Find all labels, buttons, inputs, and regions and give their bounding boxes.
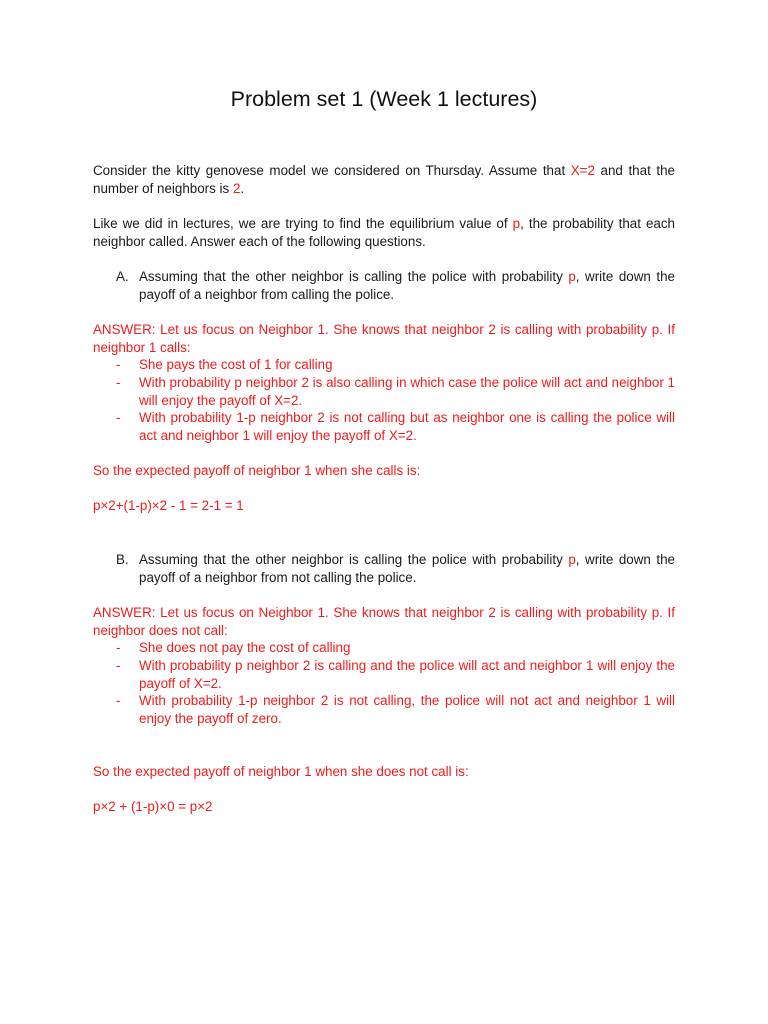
answer-a-summary: So the expected payoff of neighbor 1 when she calls is: <box>93 463 421 478</box>
x-value: X=2 <box>570 163 595 178</box>
p-variable: p <box>568 552 576 567</box>
answer-a-bullet: With probability p neighbor 2 is also calling in which case the police will act and neighbor 1 will enjoy the payoff of X=2. <box>139 375 675 408</box>
intro-text: Consider the kitty genovese model we considered on Thursday. Assume that <box>93 163 571 178</box>
p-variable: p <box>568 269 576 284</box>
bullet-marker: - <box>116 640 121 655</box>
bullet-marker: - <box>116 693 121 708</box>
intro-text: , the probability that each neighbor called. Answer each of the following questions. <box>93 216 676 249</box>
question-a-marker: A. <box>116 269 129 284</box>
answer-b-bullet: With probability 1-p neighbor 2 is not calling, the police will not act and neighbor 1 will enjoy the payoff of zero. <box>139 693 675 726</box>
question-text: , write down the payoff of a neighbor from calling the police. <box>139 269 675 302</box>
intro-text: Like we did in lectures, we are trying to find the equilibrium value of <box>93 216 513 231</box>
bullet-marker: - <box>116 658 121 673</box>
answer-a-lead: ANSWER: Let us focus on Neighbor 1. She knows that neighbor 2 is calling with probability p. If neighbor 1 calls: <box>93 322 675 355</box>
p-variable: p <box>512 216 521 231</box>
intro-text: . <box>240 180 245 196</box>
question-text: , write down the payoff of a neighbor from not calling the police. <box>139 552 675 585</box>
bullet-marker: - <box>116 410 121 425</box>
question-text: Assuming that the other neighbor is calling the police with probability <box>139 269 569 284</box>
intro-text: and that the number of neighbors is <box>93 163 675 196</box>
answer-a-bullet: With probability 1-p neighbor 2 is not calling but as neighbor one is calling the police will act and neighbor 1 will enjoy the payoff of X=2. <box>139 410 675 443</box>
answer-b-bullet: She does not pay the cost of calling <box>139 640 351 655</box>
neighbor-count: 2 <box>232 180 241 196</box>
question-a <box>139 268 675 303</box>
question-b-marker: B. <box>116 552 129 567</box>
answer-b-bullet: With probability p neighbor 2 is calling and the police will act and neighbor 1 will enjoy the payoff of X=2. <box>139 658 675 691</box>
bullet-marker: - <box>116 375 121 390</box>
answer-a-formula: p×2+(1-p)×2 - 1 = 2-1 = 1 <box>93 498 244 513</box>
question-b <box>139 551 675 586</box>
answer-b-lead: ANSWER: Let us focus on Neighbor 1. She knows that neighbor 2 is calling with probability p. If neighbor does not call: <box>93 605 675 638</box>
answer-a-bullet: She pays the cost of 1 for calling <box>139 357 333 372</box>
answer-b-formula: p×2 + (1-p)×0 = p×2 <box>93 799 213 814</box>
bullet-marker: - <box>116 357 121 372</box>
intro-paragraph-2 <box>93 215 675 250</box>
answer-b-summary: So the expected payoff of neighbor 1 when she does not call is: <box>93 764 469 779</box>
question-text: Assuming that the other neighbor is calling the police with probability <box>139 552 569 567</box>
intro-paragraph-1 <box>93 162 675 197</box>
page-title: Problem set 1 (Week 1 lectures) <box>230 87 538 111</box>
